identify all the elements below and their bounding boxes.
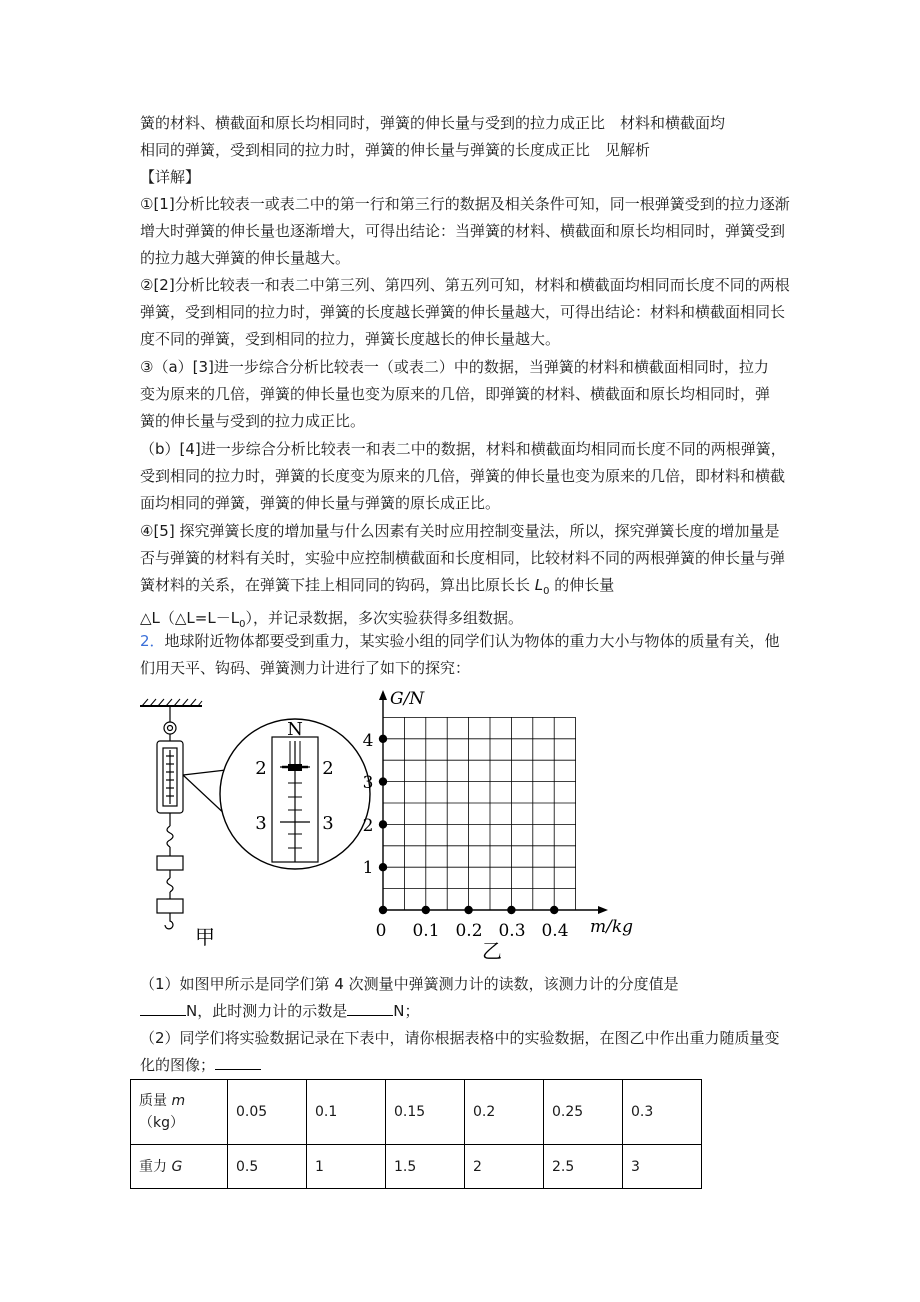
table-cell: 0.5	[228, 1145, 307, 1189]
mass-header-text: 质量	[139, 1093, 172, 1109]
x-axis-label: m/kg	[590, 917, 634, 937]
question-2	[140, 628, 790, 682]
y-tick-4: 4	[362, 731, 374, 751]
x-axis-dot	[379, 906, 387, 914]
weight-symbol: G	[171, 1158, 183, 1175]
y-tick-3: 3	[362, 773, 374, 793]
mass-unit: （kg）	[139, 1115, 184, 1131]
table-cell: 1.5	[386, 1145, 465, 1189]
answer-line-1: 簧的材料、横截面和原长均相同时，弹簧的伸长量与受到的拉力成正比 材料和横截面均	[140, 114, 726, 132]
q2-1-unit-2: N；	[393, 1001, 420, 1020]
ceiling-support	[140, 699, 202, 706]
x-axis-dot	[550, 906, 558, 914]
q2-1-text: （1）如图甲所示是同学们第 4 次测量中弹簧测力计的读数，该测力计的分度值是	[140, 975, 679, 993]
table-cell: 1	[307, 1145, 386, 1189]
p5-text-c: △L（△L=L－L	[140, 609, 240, 628]
mass-weight-table	[130, 1079, 702, 1189]
q2-2-text: （2）同学们将实验数据记录在下表中，请你根据表格中的实验数据，在图乙中作出重力随质量变化的图像；	[140, 1029, 780, 1074]
p5-text-d: ），并记录数据，多次实验获得多组数据。	[245, 609, 523, 628]
answer-blank-1[interactable]	[140, 1014, 186, 1016]
x-axis-dot	[464, 906, 472, 914]
p5-L0-sub: 0	[543, 585, 550, 597]
detail-title: 【详解】	[140, 168, 201, 186]
q2-1-unit-1: N，此时测力计的示数是	[186, 1001, 348, 1020]
x-tick-0.4: 0.4	[541, 921, 569, 941]
table-row-weight	[131, 1145, 702, 1189]
y-axis-dot	[379, 863, 387, 871]
question-2-part-1	[140, 971, 790, 1025]
analysis-paragraph-1: ①[1]分析比较表一或表二中的第一行和第三行的数据及相关条件可知，同一根弹簧受到的拉力逐渐增大时弹簧的伸长量也逐渐增大，可得出结论：当弹簧的材料、横截面和原长均相同时，弹簧受到的拉力越大弹簧的伸长量越大。	[140, 195, 790, 267]
weight-header-text: 重力	[139, 1158, 172, 1175]
table-header-weight	[131, 1145, 228, 1189]
table-cell: 0.15	[386, 1080, 465, 1145]
table-row-mass	[131, 1080, 702, 1145]
table-cell: 0.25	[544, 1080, 623, 1145]
answer-blank-3[interactable]	[215, 1068, 261, 1070]
analysis-paragraph-2: ②[2]分析比较表一和表二中第三列、第四列、第五列可知，材料和横截面均相同而长度不同的两根弹簧，受到相同的拉力时，弹簧的长度越长弹簧的伸长量越大，可得出结论：材料和横截面相同长度不同的弹簧，受到相同的拉力，弹簧长度越长的伸长量越大。	[140, 276, 790, 348]
gm-grid-chart	[363, 689, 634, 963]
analysis-paragraph-3: ③（a）[3]进一步综合分析比较表一（或表二）中的数据，当弹簧的材料和横截面相同时，拉力变为原来的几倍，弹簧的伸长量也变为原来的几倍，即弹簧的材料、横截面和原长均相同时，弹簧的伸长量与受到的拉力成正比。	[140, 358, 771, 430]
answer-line-2: 相同的弹簧，受到相同的拉力时，弹簧的伸长量与弹簧的长度成正比 见解析	[140, 141, 651, 159]
y-axis-dot	[379, 820, 387, 828]
y-tick-2: 2	[362, 816, 374, 836]
gauge-mark-left-3: 3	[255, 813, 267, 834]
table-cell: 0.2	[465, 1080, 544, 1145]
magnified-gauge	[220, 719, 370, 869]
figure-label-jia: 甲	[195, 925, 215, 949]
question-2-text: 地球附近物体都要受到重力，某实验小组的同学们认为物体的重力大小与物体的质量有关，他们用天平、钩码、弹簧测力计进行了如下的探究：	[140, 632, 780, 677]
p5-c-sub: 0	[239, 619, 246, 631]
x-axis-dot	[507, 906, 515, 914]
answer-blank-2[interactable]	[347, 1014, 393, 1016]
table-cell: 0.05	[228, 1080, 307, 1145]
y-axis-dot	[379, 735, 387, 743]
p5-text-b: 的伸长量	[549, 575, 615, 594]
figure-label-yi: 乙	[482, 939, 502, 963]
y-tick-1: 1	[362, 858, 374, 878]
table-cell: 3	[623, 1145, 702, 1189]
table-header-mass	[131, 1080, 228, 1145]
table-cell: 0.1	[307, 1080, 386, 1145]
gauge-mark-left-2: 2	[255, 758, 267, 779]
x-tick-0.1: 0.1	[412, 921, 440, 941]
x-axis-dot	[422, 906, 430, 914]
question-2-part-2	[140, 1025, 790, 1079]
p5-text-a: ④[5] 探究弹簧长度的增加量与什么因素有关时应用控制变量法，所以，探究弹簧长度的增加量是否与弹簧的材料有关时，实验中应控制横截面和长度相同，比较材料不同的两根弹簧的伸长量与弹簧材料的关系，在弹簧下挂上相同同的钩码，算出比原长长	[140, 522, 786, 594]
y-axis-label: G/N	[390, 689, 425, 709]
table-cell: 2.5	[544, 1145, 623, 1189]
question-2-number: 2．	[140, 632, 165, 650]
x-tick-0: 0	[375, 921, 387, 941]
table-cell: 0.3	[623, 1080, 702, 1145]
experiment-figure	[130, 686, 650, 964]
gauge-mark-right-2: 2	[322, 758, 334, 779]
x-tick-0.3: 0.3	[498, 921, 526, 941]
y-axis-dot	[379, 777, 387, 785]
mass-symbol: m	[171, 1093, 186, 1109]
spring-scale	[157, 706, 229, 929]
p5-L0: L	[534, 575, 544, 594]
table-cell: 2	[465, 1145, 544, 1189]
x-tick-0.2: 0.2	[455, 921, 483, 941]
gauge-mark-right-3: 3	[322, 813, 334, 834]
analysis-paragraph-5	[140, 518, 790, 639]
analysis-paragraph-4: （b）[4]进一步综合分析比较表一和表二中的数据，材料和横截面均相同而长度不同的两根弹簧，受到相同的拉力时，弹簧的长度变为原来的几倍，弹簧的伸长量也变为原来的几倍，即材料和横截面均相同的弹簧，弹簧的伸长量与弹簧的原长成正比。	[140, 440, 786, 512]
gauge-unit: N	[287, 719, 303, 740]
